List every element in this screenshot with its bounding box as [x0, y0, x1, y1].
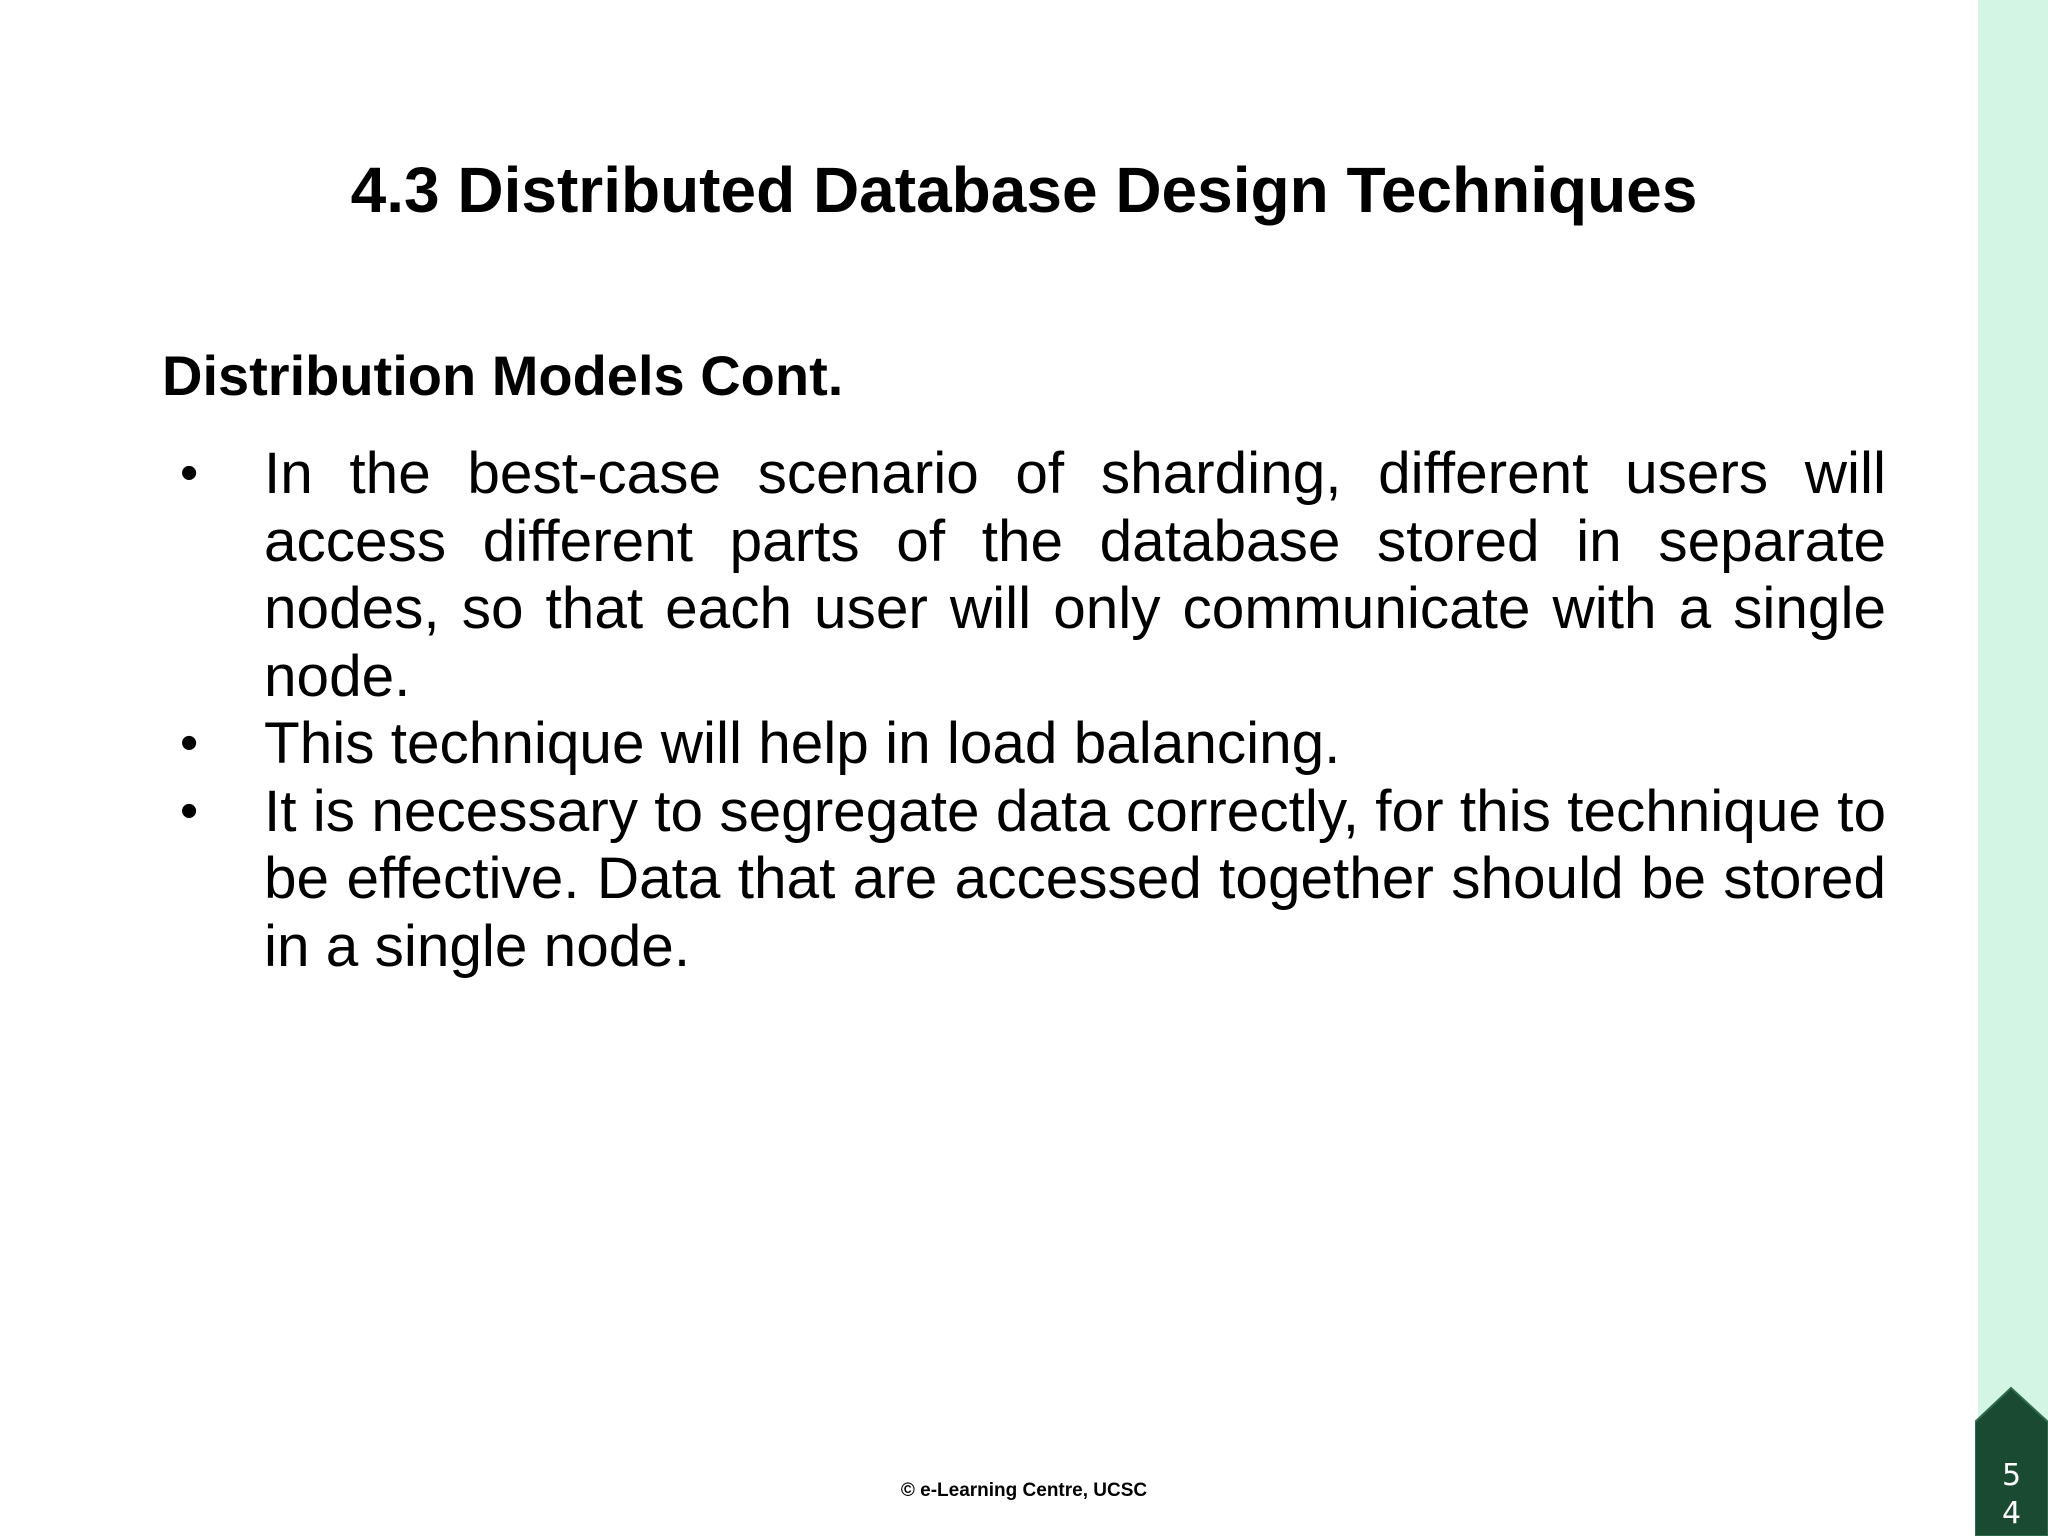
page-number-digit-1: 5 [2001, 1458, 2022, 1493]
bullet-item [174, 710, 1886, 778]
bullet-item [174, 778, 1886, 981]
footer-copyright: © e-Learning Centre, UCSC [900, 1480, 1148, 1501]
bullet-item [174, 440, 1886, 710]
page-number-badge [1975, 1386, 2048, 1536]
bullet-text: This technique will help in load balancing. [264, 711, 1341, 776]
bullet-list [174, 440, 1886, 980]
bullet-marker: • [180, 714, 199, 772]
slide-title: 4.3 Distributed Database Design Techniques [350, 154, 1698, 226]
slide-subtitle: Distribution Models Cont. [162, 344, 844, 407]
side-band [1978, 0, 2048, 1536]
bullet-text: It is necessary to segregate data correctly, for this technique to be effective. Data that are accessed together should be stored in a single node. [264, 778, 1886, 979]
page-number-digit-2: 4 [2001, 1496, 2022, 1531]
bullet-marker: • [180, 781, 199, 840]
bullet-marker: • [180, 444, 199, 502]
bullet-text: In the best-case scenario of sharding, different users will access different parts of the database stored in separate nodes, so that each user will only communicate with a single node. [264, 441, 1886, 709]
